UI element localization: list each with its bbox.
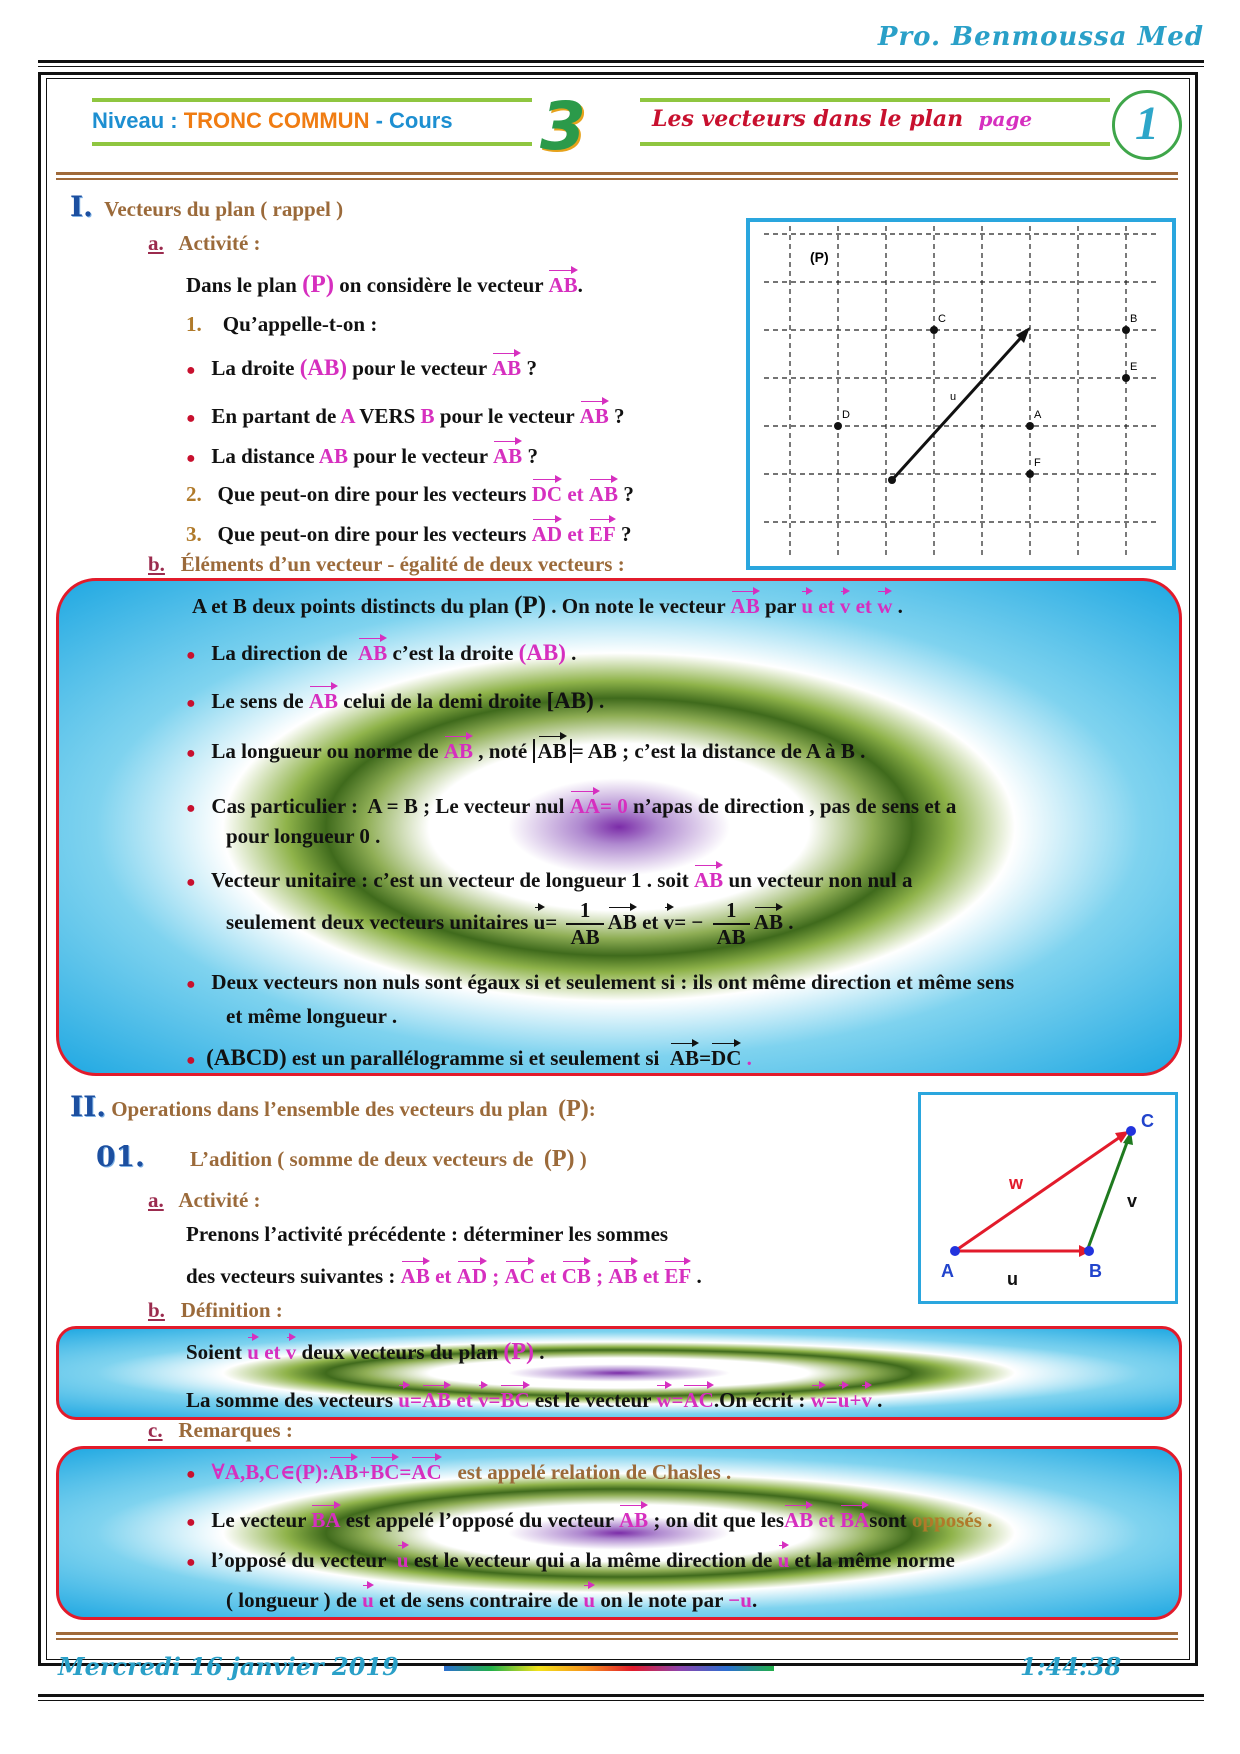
section1-heading (70, 190, 343, 223)
chasles-AB: AB (329, 1456, 358, 1485)
q1-text: Qu’appelle-t-on : (222, 312, 378, 336)
q3-number: 3. (186, 522, 202, 546)
box1-egalite-line2: et même longueur . (226, 1004, 398, 1028)
def-w: w (656, 1384, 671, 1413)
header-line-left (92, 98, 532, 102)
label-A: A (1034, 409, 1042, 421)
grid-u-label: u (950, 391, 957, 403)
q2-text: Que peut-on dire pour les vecteurs (217, 482, 527, 506)
oppose-AB-2: AB (784, 1504, 813, 1533)
vector-u-line (892, 331, 1027, 480)
box1-par: par (764, 594, 797, 618)
box1-cas-line2: pour longueur 0 . (226, 824, 381, 848)
def-v-2: v (478, 1384, 489, 1413)
cas-vector-AA: AA (570, 790, 600, 819)
box3-oppose-u (186, 1544, 955, 1573)
cas-eq: A = B (367, 794, 418, 818)
point-F (1026, 470, 1034, 478)
cours-label: Cours (389, 108, 453, 133)
header-line-right-bottom (640, 142, 1110, 146)
fraction-1 (566, 898, 603, 950)
def-eq: = (409, 1388, 422, 1412)
b2-mid: pour le vecteur (439, 404, 575, 428)
footer-date: Mercredi 16 janvier 2019 (58, 1652, 399, 1681)
b1-line: (AB) (299, 355, 347, 380)
b2-text: En partant de (211, 404, 337, 428)
def-plus: + (849, 1388, 862, 1412)
q2-vector-AB: AB (589, 478, 618, 507)
direction-line: (AB) (518, 640, 566, 665)
section-rule-bottom (56, 1632, 1178, 1635)
definition-heading (148, 1298, 283, 1323)
section1-roman: I. (70, 190, 93, 223)
def-eq-4: = (825, 1388, 838, 1412)
sens-vector: AB (309, 685, 338, 714)
direction-end: . (571, 641, 577, 665)
vector-w (955, 1135, 1123, 1251)
box1-cas (186, 790, 956, 819)
activity-et: et (540, 1264, 557, 1288)
box3-oppose-u-line2 (226, 1584, 757, 1613)
norme-end: ; c’est la distance de A à B . (622, 739, 866, 763)
section-rule-top (56, 172, 1178, 175)
def-AC: AC (683, 1384, 713, 1413)
page-number: 1 (1112, 90, 1182, 160)
section2-end: : (588, 1097, 596, 1121)
cas-mid: ; Le vecteur nul (423, 794, 565, 818)
box1-intro-text: A et B deux points distincts du plan (192, 594, 509, 618)
q2-et: et (567, 482, 584, 506)
box2-line2 (186, 1384, 882, 1413)
oppose-line2-u: u (362, 1584, 374, 1613)
definition-label: b. (148, 1298, 165, 1322)
cas-end: n’apas de direction , pas de sens et a (633, 794, 957, 818)
bullet-dot: ● (186, 874, 196, 891)
formula-eq: = (545, 909, 558, 934)
grid-P-label: (P) (810, 249, 829, 265)
bullet-dot: ● (186, 647, 196, 664)
box1-u: u (801, 590, 813, 619)
fraction-num: 1 (713, 898, 750, 925)
def-eq-2: = (488, 1388, 501, 1412)
formula-eq-neg: = − (674, 909, 704, 934)
oppose-word: opposés . (911, 1508, 993, 1532)
grid-figure (746, 218, 1176, 570)
bullet-dot: ● (186, 1514, 196, 1531)
activity-sep: ; (492, 1264, 500, 1288)
box3-chasles (186, 1456, 731, 1485)
section2-a-label: a. (148, 1188, 164, 1212)
chasles-quantifier: ∀A,B,C∈(P): (211, 1460, 330, 1484)
unitaire-formula-text: seulement deux vecteurs unitaires (226, 909, 529, 934)
formula-u: u (534, 906, 546, 935)
activity-AC: AC (505, 1260, 535, 1289)
bullet-dot: ● (186, 976, 196, 993)
def-mid: deux vecteurs du plan (301, 1340, 499, 1364)
q3-vector-AD: AD (532, 518, 562, 547)
section2-activity-heading (148, 1188, 261, 1213)
activity-end: . (696, 1264, 702, 1288)
sens-half-line: [AB) (546, 688, 594, 713)
activity-intro (186, 269, 583, 299)
def-est-le-vecteur: est le vecteur (534, 1388, 652, 1412)
label-B: B (1130, 313, 1138, 325)
chasles-eq: = (399, 1460, 412, 1484)
niveau-label: Niveau : (92, 108, 184, 133)
oppose-sont: sont (869, 1508, 907, 1532)
fraction-den: AB (716, 925, 746, 949)
def-AB: AB (422, 1384, 451, 1413)
footer-time: 1:44:38 (1020, 1652, 1122, 1681)
b2-vector: AB (580, 400, 609, 429)
def-u-2: u (398, 1384, 410, 1413)
question-3 (186, 518, 631, 547)
box1-intro-end: . (897, 594, 903, 618)
box2-line1 (186, 1336, 545, 1366)
b3-vector: AB (493, 440, 522, 469)
top-rule-thin (38, 66, 1204, 67)
box3-oppose (186, 1504, 992, 1533)
oppose-text: Le vecteur (211, 1508, 307, 1532)
oppose-line2-end: . (751, 1588, 758, 1612)
box1-unitaire (186, 864, 912, 893)
triangle-point-C (1126, 1126, 1136, 1136)
activity-sep: ; (596, 1264, 604, 1288)
b2-end: ? (614, 404, 625, 428)
triangle-point-B (1084, 1246, 1094, 1256)
b2-vers: VERS (359, 404, 416, 428)
bullet-dot: ● (186, 695, 196, 712)
section2-roman: II. (70, 1090, 106, 1123)
b1-end: ? (526, 356, 537, 380)
q3-vector-EF: EF (589, 518, 616, 547)
author-name: Pro. Benmoussa Med (877, 22, 1204, 52)
activity-a-heading (148, 231, 261, 256)
unitaire-text: Vecteur unitaire : c’est un vecteur de longueur 1 . soit (211, 868, 689, 892)
ABCD: (ABCD) (206, 1045, 287, 1070)
triangle-label-A: A (941, 1261, 954, 1281)
direction-text: La direction de (211, 641, 348, 665)
box1-et: et (818, 594, 835, 618)
chasles-AC: AC (411, 1456, 441, 1485)
point-E (1122, 374, 1130, 382)
activity-et: et (642, 1264, 660, 1288)
def-on-ecrit: .On écrit : (713, 1388, 806, 1412)
question-2 (186, 478, 634, 507)
sens-text: Le sens de (211, 689, 304, 713)
box1-egalite (186, 970, 1014, 995)
box1-intro (192, 590, 903, 620)
q2-vector-DC: DC (532, 478, 562, 507)
sens-mid: celui de la demi droite (343, 689, 542, 713)
remarques-title: Remarques : (178, 1418, 293, 1442)
b3-AB: AB (318, 444, 348, 468)
course-title: Les vecteurs dans le plan (652, 106, 964, 132)
parallelogramme-text: est un parallélogramme si et seulement si (291, 1046, 660, 1070)
box1-unitaire-formula (226, 898, 794, 950)
box1-norme (186, 735, 865, 764)
b-label: b. (148, 552, 165, 576)
oppose-et: et (818, 1508, 835, 1532)
box1-parallelogramme (186, 1042, 752, 1071)
def-u-3: u (838, 1384, 850, 1413)
section2-heading (70, 1090, 596, 1123)
parallelogramme-end: . (746, 1046, 752, 1070)
intro-end: . (577, 273, 583, 297)
footer-rainbow-line (444, 1666, 774, 1671)
bullet-dot: ● (186, 1554, 196, 1571)
q2-end: ? (623, 482, 634, 506)
activity-CB: CB (562, 1260, 591, 1289)
triangle-label-u: u (1007, 1269, 1018, 1289)
triangle-svg (921, 1095, 1175, 1301)
activity-AD: AD (457, 1260, 487, 1289)
triangle-label-B: B (1089, 1261, 1102, 1281)
formula-et: et (642, 909, 659, 934)
fraction-num: 1 (566, 898, 603, 925)
cas-zero: = 0 (600, 794, 628, 818)
header-title-group (652, 106, 1032, 132)
elements-heading (148, 552, 625, 577)
activity-EF: EF (664, 1260, 691, 1289)
page-label: page (978, 107, 1033, 131)
def-somme-text: La somme des vecteurs (186, 1388, 394, 1412)
q3-et: et (567, 522, 584, 546)
activity-et: et (435, 1264, 452, 1288)
a-title: Activité : (178, 231, 261, 255)
triangle-label-w: w (1009, 1173, 1024, 1193)
point-D (834, 422, 842, 430)
bullet-dot: ● (186, 362, 196, 379)
def-end: . (539, 1340, 545, 1364)
b1-mid: pour le vecteur (352, 356, 487, 380)
b3-mid: pour le vecteur (353, 444, 488, 468)
formula-vector-2: AB (754, 906, 783, 935)
formula-vector-1: AB (608, 906, 637, 935)
b3-end: ? (527, 444, 538, 468)
def-w-2: w (811, 1384, 826, 1413)
q3-text: Que peut-on dire pour les vecteurs (217, 522, 527, 546)
point-C (930, 326, 938, 334)
oppose-line2-u-2: u (583, 1584, 595, 1613)
def-end-2: . (877, 1388, 883, 1412)
activity-AB-2: AB (608, 1260, 637, 1289)
bottom-rule (38, 1694, 1204, 1697)
unitaire-vector: AB (694, 864, 723, 893)
bullet-dot: ● (186, 745, 196, 762)
activity-AB: AB (401, 1260, 430, 1289)
label-C: C (938, 313, 946, 325)
point-origin (888, 476, 896, 484)
formula-v: v (664, 906, 675, 935)
box1-sens (186, 685, 604, 714)
bullet-dot: ● (186, 450, 196, 467)
triangle-point-A (950, 1246, 960, 1256)
egalite-text: Deux vecteurs non nuls sont égaux si et seulement si : ils ont même direction et même sens (211, 970, 1015, 994)
question-1 (186, 312, 377, 337)
bullet-droite (186, 352, 537, 381)
sens-end: . (599, 689, 605, 713)
activity-line2-text: des vecteurs suivantes : (186, 1264, 396, 1288)
direction-mid: c’est la droite (392, 641, 514, 665)
def-et: et (264, 1340, 281, 1364)
bottom-rule-thin (38, 1700, 1204, 1701)
def-soient: Soient (186, 1340, 243, 1364)
a-label: a. (148, 231, 164, 255)
header-line-left-bottom (92, 142, 532, 146)
chasles-BC: BC (370, 1456, 399, 1485)
chasles-text: est appelé relation de Chasles . (457, 1460, 732, 1484)
box1-vector-AB: AB (731, 590, 760, 619)
section1-title: Vecteurs du plan ( rappel ) (104, 197, 344, 221)
header-level (92, 108, 453, 134)
definition-title: Définition : (180, 1298, 283, 1322)
oppose-line2-text: ( longueur ) de (226, 1588, 357, 1612)
def-BC: BC (500, 1384, 529, 1413)
q1-number: 1. (186, 312, 202, 336)
bullet-dot: ● (186, 800, 196, 817)
remarques-heading (148, 1418, 293, 1443)
box1-v: v (840, 590, 851, 619)
oppose-neg-u: −u (728, 1588, 752, 1612)
label-D: D (842, 409, 850, 421)
b2-B: B (420, 404, 435, 428)
cas-text: Cas particulier : (211, 794, 359, 818)
formula-end: . (788, 909, 794, 934)
chasles-plus: + (358, 1460, 371, 1484)
triangle-label-v: v (1127, 1191, 1138, 1211)
oppose-line2-mid: et de sens contraire de (379, 1588, 579, 1612)
b1-text: La droite (211, 356, 295, 380)
def-v-3: v (861, 1384, 872, 1413)
def-P: (P) (503, 1339, 535, 1365)
section2-sub (96, 1140, 587, 1173)
oppose-u-text: l’opposé du vecteur (211, 1548, 387, 1572)
b2-A: A (340, 404, 355, 428)
plane-P: (P) (302, 271, 335, 298)
fraction-den: AB (570, 925, 600, 949)
bullet-distance (186, 440, 538, 469)
bullet-dot: ● (186, 1052, 196, 1069)
header-dash: - (369, 108, 390, 133)
box1-intro-mid: . On note le vecteur (551, 594, 726, 618)
intro-text-2: on considère le vecteur (339, 273, 544, 297)
box1-direction (186, 637, 576, 666)
norme-eq: = AB (571, 739, 617, 763)
oppose-BA-2: BA (840, 1504, 869, 1533)
section2-sub-text: L’adition ( somme de deux vecteurs de (189, 1147, 534, 1171)
top-rule (38, 60, 1204, 63)
norme-symbol (533, 739, 572, 763)
oppose-mid-2: ; on dit que les (653, 1508, 785, 1532)
direction-vector: AB (358, 637, 387, 666)
cours-number: 3 (540, 88, 586, 165)
oppose-u-mid: est le vecteur qui a la même direction de (413, 1548, 773, 1572)
intro-text: Dans le plan (186, 273, 297, 297)
bullet-sens (186, 400, 625, 429)
label-F: F (1034, 457, 1041, 469)
norme-vector-2: AB (538, 735, 567, 764)
oppose-u: u (397, 1544, 409, 1573)
q3-end: ? (620, 522, 632, 546)
point-B (1122, 326, 1130, 334)
section2-a-title: Activité : (178, 1188, 261, 1212)
vector-AB: AB (548, 269, 577, 298)
section2-number: 01. (96, 1140, 145, 1173)
norme-vector: AB (444, 735, 473, 764)
point-A (1026, 422, 1034, 430)
label-E: E (1130, 361, 1138, 373)
section2-P: (P) (558, 1096, 589, 1122)
section2-title: Operations dans l’ensemble des vecteurs du plan (111, 1097, 548, 1121)
triangle-figure (918, 1092, 1178, 1304)
def-et-2: et (456, 1388, 473, 1412)
q2-number: 2. (186, 482, 202, 506)
oppose-u-end: et la même norme (794, 1548, 955, 1572)
section2-sub-P: (P) (543, 1146, 575, 1172)
oppose-u-2: u (778, 1544, 790, 1573)
def-v: v (286, 1336, 297, 1365)
section2-activity-line1: Prenons l’activité précédente : déterminer les sommes (186, 1222, 669, 1246)
section-rule-bottom-2 (56, 1638, 1178, 1640)
bullet-dot: ● (186, 410, 196, 427)
fraction-2 (713, 898, 750, 950)
parallelogramme-DC: DC (711, 1042, 741, 1071)
triangle-label-C: C (1141, 1111, 1154, 1131)
norme-mid: , noté (478, 739, 528, 763)
b3-text: La distance (211, 444, 315, 468)
section-rule-top-2 (56, 178, 1178, 180)
oppose-line2-mid-2: on le note par (600, 1588, 724, 1612)
section2-sub-end: ) (579, 1147, 587, 1171)
header-line-right (640, 98, 1110, 102)
box1-plane-P: (P) (514, 592, 547, 619)
box1-et-2: et (855, 594, 872, 618)
grid-svg (750, 222, 1172, 566)
section2-activity-line2 (186, 1260, 702, 1289)
def-eq-3: = (671, 1388, 684, 1412)
niveau-value: TRONC COMMUN (183, 108, 370, 133)
box1-w: w (877, 590, 892, 619)
unitaire-end: un vecteur non nul a (728, 868, 913, 892)
bullet-dot: ● (186, 1466, 196, 1483)
b1-vector: AB (492, 352, 521, 381)
parallelogramme-AB: AB (670, 1042, 699, 1071)
oppose-mid: est appelé l’opposé du vecteur (345, 1508, 614, 1532)
def-u: u (247, 1336, 259, 1365)
remarques-label: c. (148, 1418, 163, 1442)
oppose-BA: BA (311, 1504, 340, 1533)
oppose-AB: AB (619, 1504, 648, 1533)
parallelogramme-eq: = (699, 1046, 712, 1070)
b-title: Éléments d’un vecteur - égalité de deux vecteurs : (180, 552, 625, 576)
norme-text: La longueur ou norme de (211, 739, 439, 763)
